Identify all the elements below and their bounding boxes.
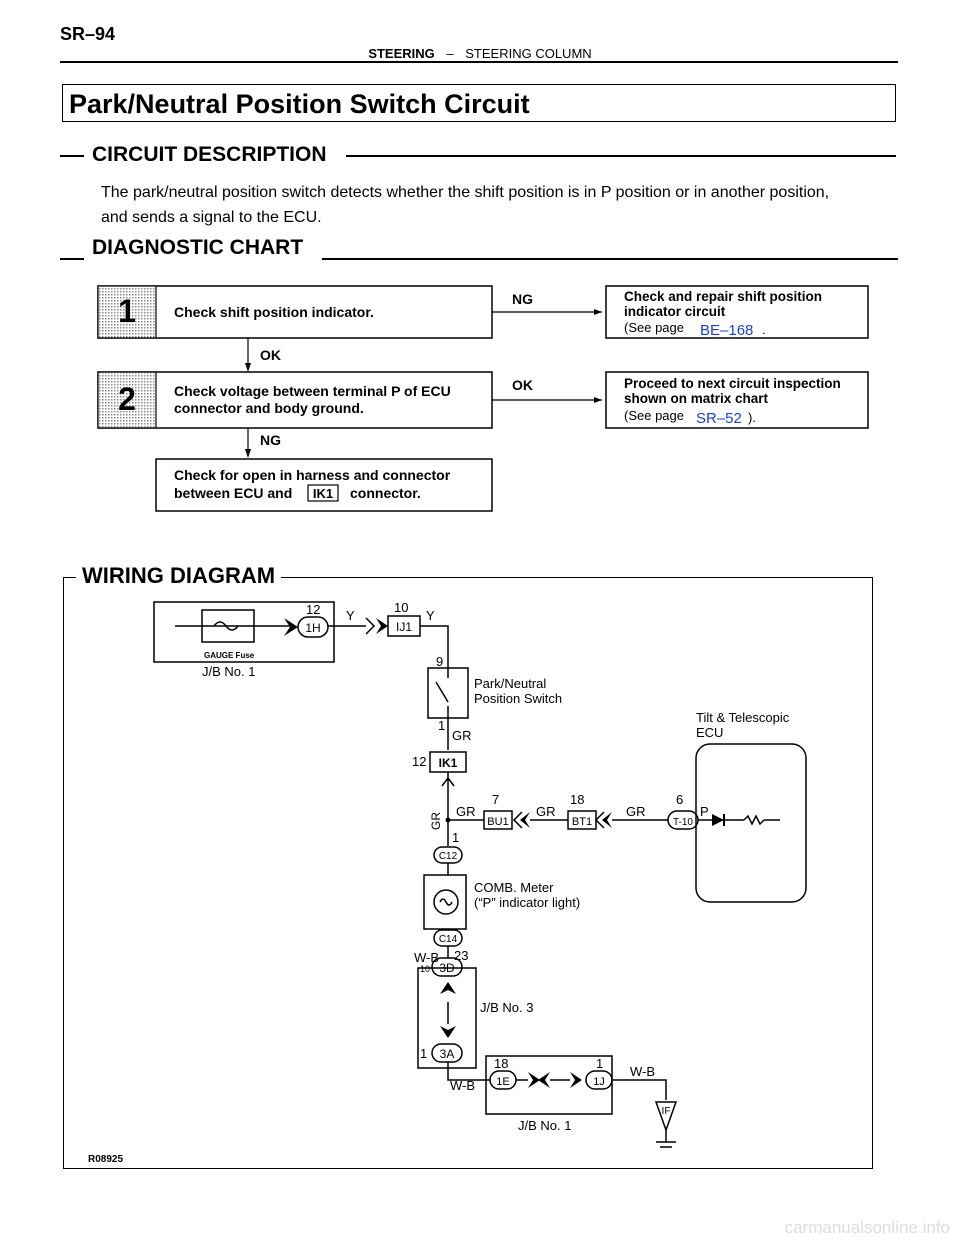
result-2-end: ). — [748, 410, 756, 425]
label-1e: 1E — [496, 1076, 510, 1088]
switch-contact — [436, 682, 448, 702]
wire-wb: W-B — [414, 950, 440, 965]
step-3-line1: Check for open in harness and connector — [174, 467, 451, 483]
jb3-label: J/B No. 3 — [480, 1000, 534, 1015]
wire-wb: W-B — [630, 1064, 656, 1079]
pin-1j: 1 — [596, 1056, 604, 1071]
step-2-line1: Check voltage between terminal P of ECU — [174, 383, 451, 399]
pin-switch-9: 9 — [436, 654, 444, 669]
ecu-terminal-p: P — [700, 804, 709, 819]
result-2-line1: Proceed to next circuit inspection — [624, 376, 841, 391]
result-1-link[interactable]: BE–168 — [700, 322, 754, 339]
pin-c12: 1 — [452, 830, 460, 845]
label-3a: 3A — [439, 1047, 455, 1061]
running-head — [0, 46, 960, 61]
running-head-subsection: STEERING COLUMN — [465, 46, 592, 61]
label-ng-2: NG — [260, 432, 281, 448]
section-rule-left — [60, 258, 84, 260]
wire-y: Y — [346, 608, 355, 623]
description-line-2: and sends a signal to the ECU. — [101, 209, 322, 226]
pin-3a: 1 — [420, 1046, 428, 1061]
figure-code: R08925 — [88, 1154, 124, 1165]
comb-meter-box — [424, 875, 466, 929]
wiring-diagram — [0, 590, 960, 1170]
gauge-fuse-label: GAUGE Fuse — [204, 651, 255, 660]
pin-ij1: 10 — [394, 600, 409, 615]
step-1-number: 1 — [118, 293, 136, 329]
label-ok: OK — [260, 347, 281, 363]
diagnostic-flowchart — [0, 270, 960, 530]
result-2-see: (See page — [624, 408, 684, 423]
label-ground: IF — [661, 1106, 671, 1117]
result-2-line2: shown on matrix chart — [624, 391, 769, 406]
pin-1h: 12 — [306, 602, 321, 617]
result-1-see: (See page — [624, 320, 684, 335]
header-rule — [60, 61, 898, 63]
step-1-text: Check shift position indicator. — [174, 304, 374, 320]
label-ok-2: OK — [512, 377, 533, 393]
arrow-head — [594, 397, 602, 403]
result-1-end: . — [762, 322, 766, 337]
arrow-head — [594, 309, 602, 315]
wiring-diagram-heading: WIRING DIAGRAM — [76, 563, 281, 589]
wire-gr: GR — [536, 804, 556, 819]
step-3-line2-end: connector. — [350, 485, 421, 501]
page-title: Park/Neutral Position Switch Circuit — [62, 84, 896, 122]
watermark: carmanualsonline.info — [784, 1218, 950, 1237]
wire-wb: W-B — [450, 1078, 476, 1093]
label-1j: 1J — [593, 1076, 605, 1088]
label-ij1: IJ1 — [395, 620, 413, 634]
page-code: SR–94 — [60, 24, 116, 44]
label-3d: 3D — [439, 961, 455, 975]
label-bt1: BT1 — [571, 816, 593, 828]
wire-gr: GR — [456, 804, 476, 819]
section-rule-right — [322, 258, 898, 260]
description-line-1: The park/neutral position switch detects whether the shift position is in P position or in another position, — [101, 184, 830, 201]
label-c12: C12 — [438, 851, 458, 862]
pin-1e: 18 — [494, 1056, 509, 1071]
ik1-connector: IK1 — [312, 486, 334, 501]
result-1-line1: Check and repair shift position — [624, 289, 823, 304]
result-1-line2: indicator circuit — [624, 304, 726, 319]
pin-t10: 6 — [676, 792, 684, 807]
wire-gr-vertical: GR — [429, 812, 443, 830]
wire-y: Y — [426, 608, 435, 623]
step-2-line2: connector and body ground. — [174, 400, 364, 416]
pin-ik1: 12 — [412, 754, 427, 769]
result-2-link[interactable]: SR–52 — [696, 410, 742, 427]
ecu-label-1: Tilt & Telescopic — [696, 710, 790, 725]
label-ng-1: NG — [512, 291, 533, 307]
ecu-label-2: ECU — [696, 725, 724, 740]
pin-c14: 23 — [454, 948, 469, 963]
arrow-head — [245, 363, 251, 372]
arrow-head — [245, 449, 251, 458]
running-head-section: STEERING — [368, 46, 435, 61]
wire-gr: GR — [626, 804, 646, 819]
pin-3d: 10 — [420, 964, 431, 974]
diagnostic-chart-heading: DIAGNOSTIC CHART — [92, 236, 304, 259]
running-head-separator: – — [446, 46, 454, 61]
pin-bt1: 18 — [570, 792, 585, 807]
label-1h: 1H — [305, 621, 321, 635]
circuit-description-heading: CIRCUIT DESCRIPTION — [92, 143, 327, 166]
meter-label-2: (“P” indicator light) — [474, 895, 581, 910]
splice-point — [446, 818, 451, 823]
meter-label-1: COMB. Meter — [474, 880, 554, 895]
jb1-label: J/B No. 1 — [202, 664, 256, 679]
section-rule-left — [60, 155, 84, 157]
pin-switch-1: 1 — [438, 718, 446, 733]
wire-gr: GR — [452, 728, 472, 743]
label-t10: T-10 — [672, 817, 694, 828]
step-3-line2: between ECU and — [174, 485, 293, 501]
section-rule-right — [346, 155, 896, 157]
pn-switch-label-1: Park/Neutral — [474, 676, 547, 691]
label-ik1: IK1 — [438, 756, 458, 770]
jb1-bottom-label: J/B No. 1 — [518, 1118, 572, 1133]
pin-bu1: 7 — [492, 792, 500, 807]
label-c14: C14 — [438, 934, 458, 945]
step-2-number: 2 — [118, 381, 136, 417]
pn-switch-label-2: Position Switch — [474, 691, 563, 706]
wire-y-2 — [420, 626, 448, 670]
circuit-description-text — [101, 180, 901, 230]
resistor-symbol — [744, 816, 764, 824]
label-bu1: BU1 — [487, 816, 509, 828]
